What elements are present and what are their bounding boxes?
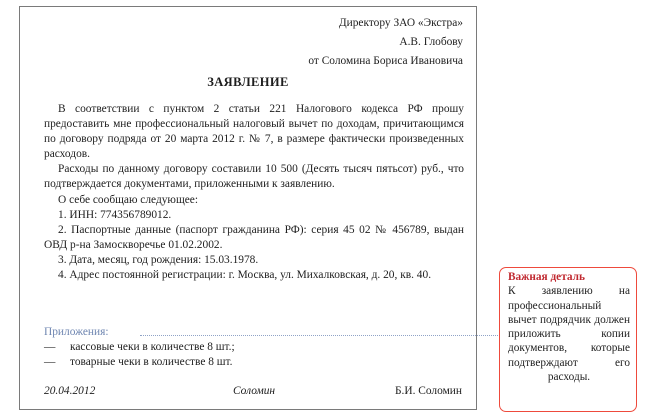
signature-date: 20.04.2012 bbox=[44, 385, 96, 397]
addressee-line-3: от Соломина Бориса Ивановича bbox=[308, 55, 463, 67]
attachment-item-text: кассовые чеки в количестве 8 шт.; bbox=[70, 340, 235, 353]
signature-sign: Соломин bbox=[233, 385, 276, 397]
paragraph-expenses: Расходы по данному договору составили 10 500 (Десять тысяч пятьсот) руб., что подтверждается документами, приложенными к заявлению. bbox=[44, 163, 464, 191]
attachments-block bbox=[44, 325, 235, 369]
addressee-line-1: Директору ЗАО «Экстра» bbox=[338, 17, 463, 29]
paragraph-about: О себе сообщаю следующее: bbox=[58, 193, 198, 206]
callout-connector-line bbox=[140, 335, 498, 336]
document-title: ЗАЯВЛЕНИЕ bbox=[207, 75, 289, 89]
paragraph-request: В соответствии с пунктом 2 статьи 221 Налогового кодекса РФ прошу предоставить мне профессиональный налоговый вычет по доходам, причитающимся по договору подряда от 20 марта 2012 г. № 7, в размере фактически произведенных расходов. bbox=[44, 103, 464, 161]
note-text: К заявлению на профессиональный вычет подрядчик должен приложить копии документов, которые подтверждают его расходы. bbox=[508, 285, 630, 384]
signature-name: Б.И. Соломин bbox=[394, 385, 462, 397]
important-note-callout bbox=[499, 267, 637, 412]
dash-marker: — bbox=[44, 340, 56, 353]
note-title: Важная деталь bbox=[508, 271, 585, 283]
item-passport: 2. Паспортные данные (паспорт гражданина РФ): серия 45 02 № 456789, выдан ОВД р-на Замоскворечье 01.02.2002. bbox=[44, 223, 464, 251]
application-document bbox=[19, 6, 477, 410]
item-birthdate: 3. Дата, месяц, год рождения: 15.03.1978. bbox=[58, 253, 259, 266]
dash-marker: — bbox=[44, 355, 56, 368]
item-inn: 1. ИНН: 774356789012. bbox=[58, 208, 172, 221]
addressee-block bbox=[308, 14, 463, 71]
attachment-item-text: товарные чеки в количестве 8 шт. bbox=[70, 355, 233, 368]
document-body bbox=[44, 102, 464, 283]
item-address: 4. Адрес постоянной регистрации: г. Москва, ул. Михалковская, д. 20, кв. 40. bbox=[58, 269, 432, 282]
addressee-line-2: А.В. Глобову bbox=[399, 36, 463, 48]
attachments-title: Приложения: bbox=[44, 326, 109, 338]
attachment-item bbox=[44, 340, 235, 355]
attachment-item bbox=[44, 355, 235, 370]
